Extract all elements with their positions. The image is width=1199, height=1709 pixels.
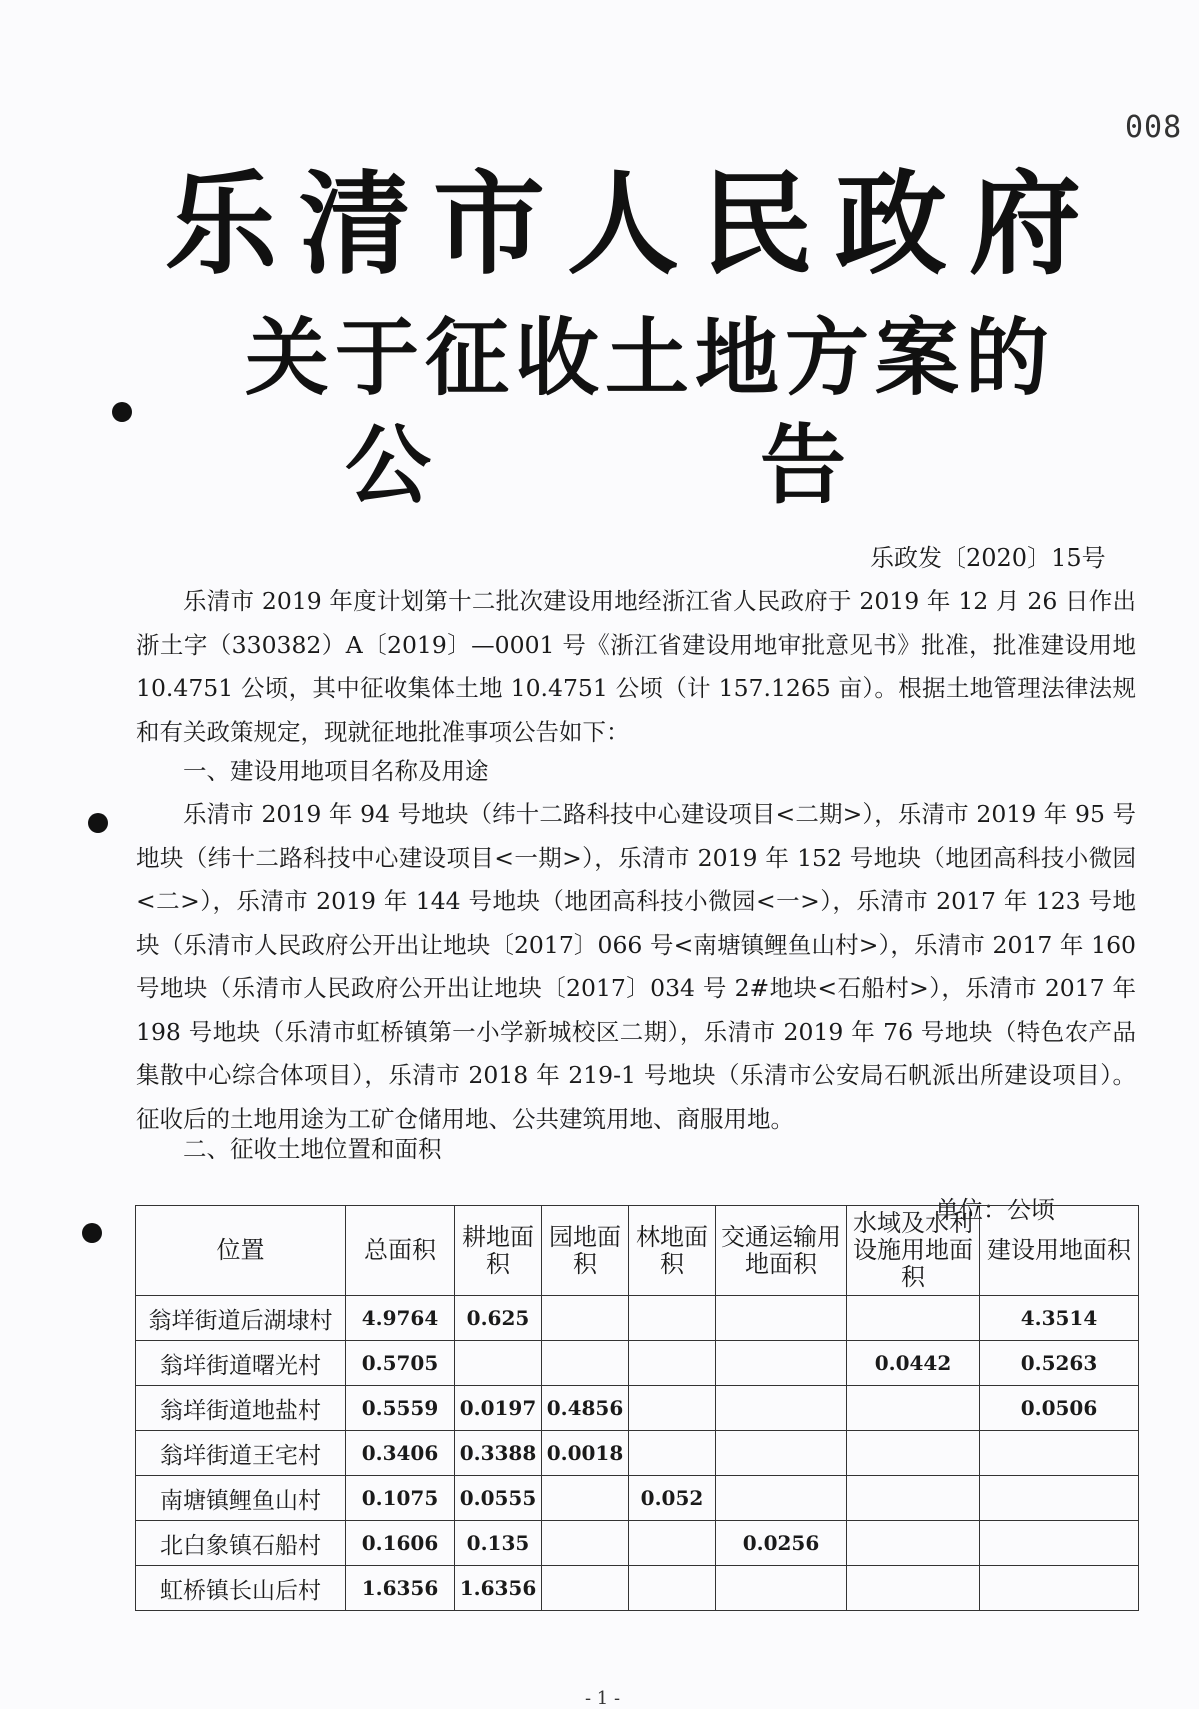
notice-title-char-2: 告 [760,416,846,516]
cell-location: 翁垟街道地盐村 [136,1386,346,1431]
document-subtitle: 关于征收土地方案的 [245,309,1056,407]
cell-garden-area [542,1521,629,1566]
header-farmland-area: 耕地面积 [455,1206,542,1296]
table-row [136,1476,1139,1521]
header-water-area: 水域及水利设施用地面积 [847,1206,980,1296]
cell-water-area [847,1386,980,1431]
page-footer-number: - 1 - [585,1688,621,1709]
cell-garden-area: 0.0018 [542,1431,629,1476]
cell-farmland-area: 0.135 [455,1521,542,1566]
cell-forest-area: 0.052 [629,1476,716,1521]
binder-punch-hole [112,402,132,422]
table-row [136,1431,1139,1476]
table-row [136,1341,1139,1386]
cell-location: 南塘镇鲤鱼山村 [136,1476,346,1521]
issuer-title: 乐清市人民政府 [165,160,1103,290]
cell-construction-area [980,1521,1139,1566]
section-1-heading: 一、建设用地项目名称及用途 [183,757,489,785]
cell-transport-area: 0.0256 [716,1521,847,1566]
cell-construction-area: 0.0506 [980,1386,1139,1431]
table-row [136,1566,1139,1611]
cell-transport-area [716,1296,847,1341]
document-number: 乐政发〔2020〕15号 [870,544,1106,572]
header-transport-area: 交通运输用地面积 [716,1206,847,1296]
cell-location: 翁垟街道曙光村 [136,1341,346,1386]
cell-farmland-area: 0.0197 [455,1386,542,1431]
cell-total-area: 1.6356 [346,1566,455,1611]
cell-garden-area [542,1566,629,1611]
cell-garden-area [542,1476,629,1521]
header-location: 位置 [136,1206,346,1296]
header-garden-area: 园地面积 [542,1206,629,1296]
archive-page-number: 008 [1125,110,1183,145]
cell-construction-area [980,1566,1139,1611]
cell-total-area: 0.1606 [346,1521,455,1566]
cell-forest-area [629,1431,716,1476]
table-header-row [136,1206,1139,1296]
cell-garden-area [542,1296,629,1341]
cell-water-area [847,1476,980,1521]
cell-forest-area [629,1521,716,1566]
cell-forest-area [629,1341,716,1386]
header-total-area: 总面积 [346,1206,455,1296]
cell-farmland-area: 0.3388 [455,1431,542,1476]
cell-garden-area: 0.4856 [542,1386,629,1431]
cell-location: 北白象镇石船村 [136,1521,346,1566]
cell-total-area: 0.5559 [346,1386,455,1431]
header-construction-area: 建设用地面积 [980,1206,1139,1296]
cell-construction-area: 4.3514 [980,1296,1139,1341]
cell-total-area: 4.9764 [346,1296,455,1341]
section-2-heading: 二、征收土地位置和面积 [183,1135,442,1163]
table-row [136,1521,1139,1566]
cell-construction-area: 0.5263 [980,1341,1139,1386]
binder-punch-hole [88,813,108,833]
cell-farmland-area: 0.0555 [455,1476,542,1521]
cell-water-area: 0.0442 [847,1341,980,1386]
cell-forest-area [629,1566,716,1611]
cell-construction-area [980,1476,1139,1521]
cell-water-area [847,1566,980,1611]
cell-forest-area [629,1296,716,1341]
cell-farmland-area [455,1341,542,1386]
cell-location: 翁垟街道后湖埭村 [136,1296,346,1341]
cell-water-area [847,1296,980,1341]
cell-location: 翁垟街道王宅村 [136,1431,346,1476]
cell-transport-area [716,1341,847,1386]
cell-forest-area [629,1386,716,1431]
section-1-paragraph: 乐清市 2019 年 94 号地块（纬十二路科技中心建设项目<二期>），乐清市 2019 年 95 号地块（纬十二路科技中心建设项目<一期>），乐清市 2019 年 152 号地块（地团高科技小微园<二>），乐清市 2019 年 144 号地块（地团高科技小微园<一>），乐清市 2017 年 123 号地块（乐清市人民政府公开出让地块〔2017〕066 号<南塘镇鲤鱼山村>），乐清市 2017 年 160 号地块（乐清市人民政府公开出让地块〔2017〕034 号 2#地块<石船村>），乐清市 2017 年 198 号地块（乐清市虹桥镇第一小学新城校区二期），乐清市 2019 年 76 号地块（特色农产品集散中心综合体项目），乐清市 2018 年 219-1 号地块（乐清市公安局石帆派出所建设项目）。征收后的土地用途为工矿仓储用地、公共建筑用地、商服用地。 [136,800,1136,1133]
cell-transport-area [716,1476,847,1521]
table-row [136,1386,1139,1431]
cell-construction-area [980,1431,1139,1476]
binder-punch-hole [82,1223,102,1243]
cell-water-area [847,1521,980,1566]
cell-transport-area [716,1431,847,1476]
notice-title-char-1: 公 [345,416,431,516]
cell-transport-area [716,1386,847,1431]
cell-garden-area [542,1341,629,1386]
header-forest-area: 林地面积 [629,1206,716,1296]
cell-location: 虹桥镇长山后村 [136,1566,346,1611]
table-row [136,1296,1139,1341]
land-area-table [135,1205,1139,1611]
cell-total-area: 0.1075 [346,1476,455,1521]
cell-total-area: 0.5705 [346,1341,455,1386]
unit-label: 单位：公顷 [935,1196,1055,1224]
cell-farmland-area: 1.6356 [455,1566,542,1611]
cell-water-area [847,1431,980,1476]
intro-paragraph: 乐清市 2019 年度计划第十二批次建设用地经浙江省人民政府于 2019 年 12 月 26 日作出浙土字（330382）A〔2019〕—0001 号《浙江省建设用地审批意见书》批准，批准建设用地 10.4751 公顷，其中征收集体土地 10.4751 公顷（计 157.1265 亩）。根据土地管理法律法规和有关政策规定，现就征地批准事项公告如下： [136,587,1136,746]
cell-transport-area [716,1566,847,1611]
cell-farmland-area: 0.625 [455,1296,542,1341]
cell-total-area: 0.3406 [346,1431,455,1476]
